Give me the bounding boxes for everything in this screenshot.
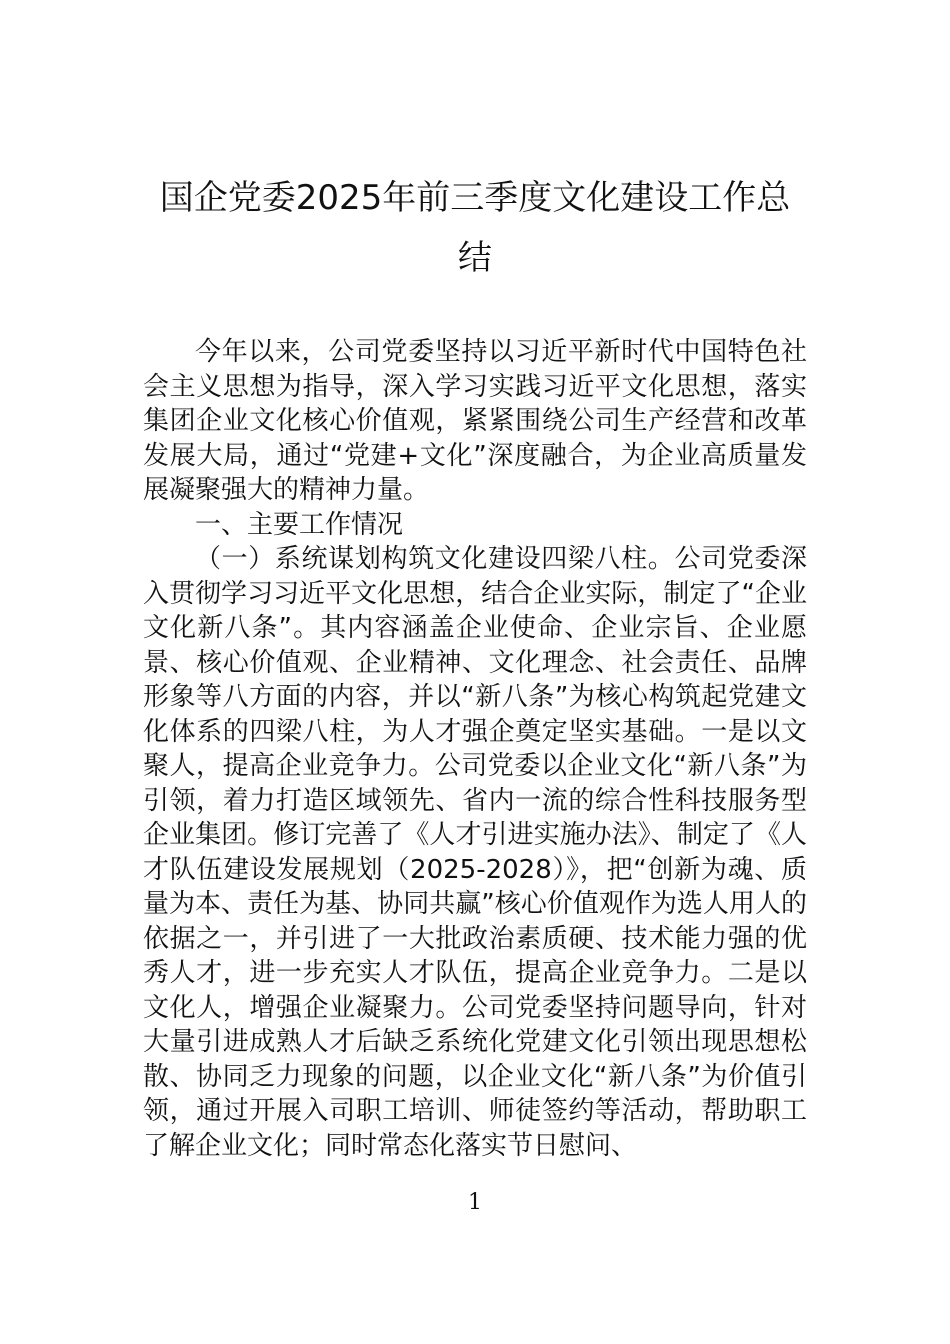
document-body (143, 335, 807, 1163)
body-paragraph: （一）系统谋划构筑文化建设四梁八柱。公司党委深入贯彻学习习近平文化思想，结合企业实际，制定了“企业文化新八条”。其内容涵盖企业使命、企业宗旨、企业愿景、核心价值观、企业精神、文化理念、社会责任、品牌形象等八方面的内容，并以“新八条”为核心构筑起党建文化体系的四梁八柱，为人才强企奠定坚实基础。一是以文聚人，提高企业竞争力。公司党委以企业文化“新八条”为引领，着力打造区域领先、省内一流的综合性科技服务型企业集团。修订完善了《人才引进实施办法》、制定了《人才队伍建设发展规划（2025-2028）》，把“创新为魂、质量为本、责任为基、协同共赢”核心价值观作为选人用人的依据之一，并引进了一大批政治素质硬、技术能力强的优秀人才，进一步充实人才队伍，提高企业竞争力。二是以文化人，增强企业凝聚力。公司党委坚持问题导向，针对大量引进成熟人才后缺乏系统化党建文化引领出现思想松散、协同乏力现象的问题，以企业文化“新八条”为价值引领，通过开展入司职工培训、师徒签约等活动，帮助职工了解企业文化；同时常态化落实节日慰问、 (143, 544, 807, 1161)
page-number: 1 (468, 1190, 482, 1215)
intro-paragraph: 今年以来，公司党委坚持以习近平新时代中国特色社会主义思想为指导，深入学习实践习近平文化思想，落实集团企业文化核心价值观，紧紧围绕公司生产经营和改革发展大局，通过“党建+文化”深度融合，为企业高质量发展凝聚强大的精神力量。 (143, 337, 807, 505)
document-title: 国企党委2025年前三季度文化建设工作总结 (159, 178, 791, 278)
section-heading: 一、主要工作情况 (195, 509, 404, 540)
